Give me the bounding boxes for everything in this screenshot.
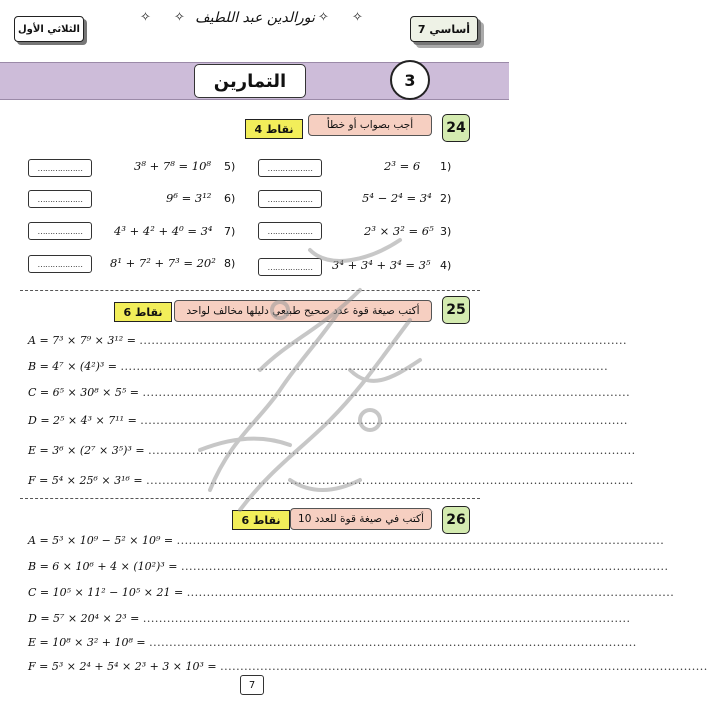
answer-dots: .......................................................................................................................... — [146, 474, 634, 487]
exercise-line[interactable] — [28, 414, 628, 427]
expression: F = 5³ × 2⁴ + 5⁴ × 2³ + 3 × 10³ = — [28, 660, 217, 673]
answer-dots: .......................................................................................................................... — [220, 660, 708, 673]
section-number: 3 — [390, 60, 430, 100]
answer-dots: .......................................................................................................................... — [180, 560, 669, 573]
answer-box[interactable]: ……………… — [28, 255, 92, 273]
exercise-line[interactable] — [28, 534, 665, 547]
exercise-24-instruction: أجب بصواب أو خطأ — [308, 114, 432, 136]
statement-expression: 4³ + 4² + 4⁰ = 3⁴ — [114, 224, 213, 238]
statement-expression: 3⁴ + 3⁴ + 3⁴ = 3⁵ — [332, 258, 431, 272]
expression: B = 4⁷ × (4²)³ = — [28, 360, 118, 373]
statement-expression: 8¹ + 7² + 7³ = 20² — [110, 256, 216, 270]
exercise-25-points: 6 نقاط — [114, 302, 172, 322]
star-icon: ✧ — [318, 10, 329, 25]
exercise-line[interactable] — [28, 560, 669, 573]
exercise-line[interactable] — [28, 444, 636, 457]
section-divider — [20, 290, 480, 292]
answer-box[interactable]: ……………… — [28, 190, 92, 208]
grade-label: 7 أساسي — [417, 22, 471, 36]
exercise-26-instruction: أكتب في صيغة قوة للعدد 10 — [290, 508, 432, 530]
exercise-line[interactable] — [28, 360, 609, 373]
expression: C = 10⁵ × 11² − 10⁵ × 21 = — [28, 586, 184, 599]
statement-number: 6) — [224, 192, 236, 205]
statement-expression: 9⁶ = 3¹² — [166, 191, 212, 205]
statement-expression: 5⁴ − 2⁴ = 3⁴ — [362, 191, 432, 205]
exercise-line[interactable] — [28, 636, 637, 649]
answer-dots: .......................................................................................................................... — [140, 414, 628, 427]
star-icon: ✧ — [352, 10, 363, 25]
answer-box[interactable]: ……………… — [258, 159, 322, 177]
statement-number: 4) — [440, 259, 452, 272]
page-number: 7 — [240, 675, 264, 695]
statement-number: 3) — [440, 225, 452, 238]
answer-box[interactable]: ……………… — [258, 222, 322, 240]
answer-box[interactable]: ……………… — [258, 190, 322, 208]
exercise-line[interactable] — [28, 334, 628, 347]
statement-expression: 2³ × 3² = 6⁵ — [364, 224, 434, 238]
term-label: الثلاثي الأول — [18, 23, 80, 35]
exercise-line[interactable] — [28, 612, 631, 625]
answer-box[interactable]: ……………… — [258, 258, 322, 276]
answer-dots: .......................................................................................................................... — [142, 612, 631, 625]
answer-dots: .......................................................................................................................... — [186, 586, 675, 599]
star-icon: ✧ — [174, 10, 185, 25]
exercise-line[interactable] — [28, 386, 631, 399]
expression: D = 2⁵ × 4³ × 7¹¹ = — [28, 414, 137, 427]
author-name: نورالدين عبد اللطيف — [195, 10, 315, 26]
grade-badge — [410, 16, 478, 42]
expression: B = 6 × 10⁶ + 4 × (10²)³ = — [28, 560, 178, 573]
exercise-line[interactable] — [28, 660, 708, 673]
statement-number: 2) — [440, 192, 452, 205]
expression: A = 7³ × 7⁹ × 3¹² = — [28, 334, 136, 347]
exercise-line[interactable] — [28, 474, 634, 487]
answer-dots: .......................................................................................................................... — [142, 386, 631, 399]
expression: E = 3⁶ × (2⁷ × 3⁵)³ = — [28, 444, 145, 457]
exercise-26-points: 6 نقاط — [232, 510, 290, 530]
exercise-25-instruction: أكتب صيغة قوة عدد صحيح طبيعي دليلها مخالف لواحد — [174, 300, 432, 322]
expression: C = 6⁵ × 30⁸ × 5⁵ = — [28, 386, 139, 399]
expression: F = 5⁴ × 25⁶ × 3¹⁶ = — [28, 474, 143, 487]
statement-expression: 2³ = 6 — [384, 159, 421, 173]
statement-number: 7) — [224, 225, 236, 238]
exercise-line[interactable] — [28, 586, 675, 599]
page-title: التمارين — [194, 64, 306, 98]
exercise-24-points: 4 نقاط — [245, 119, 303, 139]
answer-dots: .......................................................................................................................... — [139, 334, 628, 347]
star-icon: ✧ — [140, 10, 151, 25]
statement-expression: 3⁸ + 7⁸ = 10⁸ — [134, 159, 211, 173]
exercise-number-26: 26 — [442, 506, 470, 534]
answer-dots: .......................................................................................................................... — [176, 534, 665, 547]
statement-number: 1) — [440, 160, 452, 173]
expression: A = 5³ × 10⁹ − 5² × 10⁹ = — [28, 534, 174, 547]
expression: E = 10⁸ × 3² + 10⁸ = — [28, 636, 146, 649]
answer-box[interactable]: ……………… — [28, 159, 92, 177]
answer-dots: .......................................................................................................................... — [148, 444, 636, 457]
statement-number: 5) — [224, 160, 236, 173]
statement-number: 8) — [224, 257, 236, 270]
answer-box[interactable]: ……………… — [28, 222, 92, 240]
expression: D = 5⁷ × 20⁴ × 2³ = — [28, 612, 140, 625]
section-divider — [20, 498, 480, 500]
answer-dots: .......................................................................................................................... — [149, 636, 637, 649]
term-badge — [14, 16, 84, 42]
exercise-number-24: 24 — [442, 114, 470, 142]
exercise-number-25: 25 — [442, 296, 470, 324]
answer-dots: .......................................................................................................................... — [120, 360, 609, 373]
